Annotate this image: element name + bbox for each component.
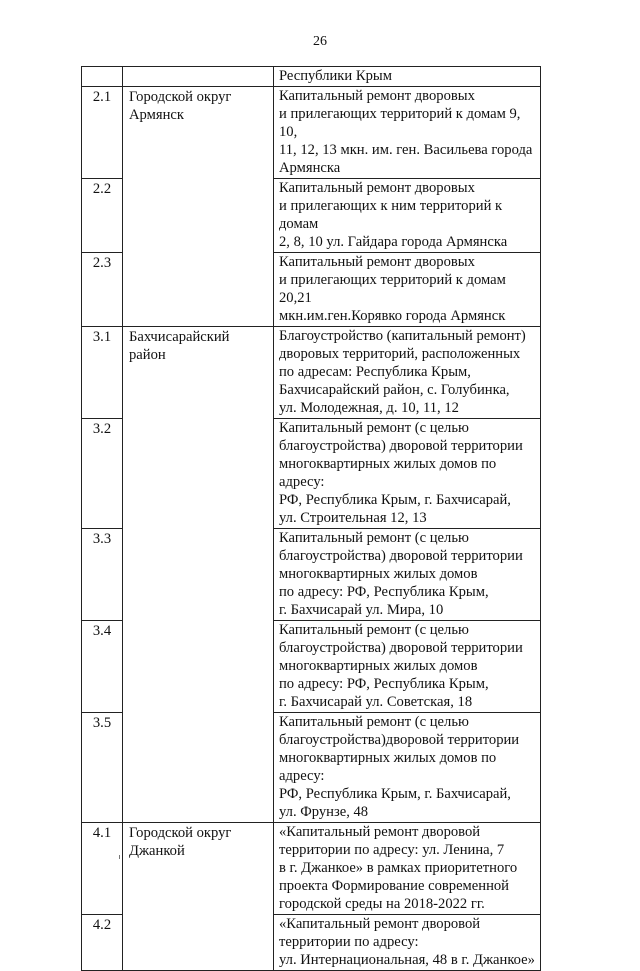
work-description-cell bbox=[274, 87, 541, 179]
work-description-cell bbox=[274, 621, 541, 713]
work-description: Капитальный ремонт (с целью благоустройства) дворовой территории многоквартирных жилых домов по адресу: РФ, Республика Крым, г. Бахчисарай, ул. Строительная 12, 13 bbox=[279, 420, 523, 526]
row-number: 4.2 bbox=[92, 917, 112, 933]
row-number-cell bbox=[82, 327, 123, 419]
work-description-cell bbox=[274, 327, 541, 419]
row-number-cell bbox=[82, 621, 123, 713]
district-name: Бахчисарайский район bbox=[129, 329, 230, 363]
district-cell bbox=[123, 823, 274, 971]
district-cell bbox=[123, 67, 274, 87]
work-description: «Капитальный ремонт дворовой территории по адресу: ул. Интернациональная, 48 в г. Джанкое» bbox=[279, 916, 535, 968]
district-name bbox=[123, 67, 273, 68]
work-description-cell bbox=[274, 179, 541, 253]
work-description: Капитальный ремонт дворовых и прилегающих к ним территорий к домам 2, 8, 10 ул. Гайдара города Армянска bbox=[279, 180, 508, 250]
work-description-cell bbox=[274, 419, 541, 529]
row-number: 3.2 bbox=[92, 421, 112, 437]
row-number: 2.1 bbox=[92, 89, 112, 105]
objects-table bbox=[81, 66, 541, 971]
row-number: 3.1 bbox=[92, 329, 112, 345]
scan-artifact bbox=[119, 855, 120, 859]
row-number: 2.3 bbox=[92, 255, 112, 271]
work-description: Капитальный ремонт дворовых и прилегающих территорий к домам 9, 10, 11, 12, 13 мкн. им. ген. Васильева города Армянска bbox=[279, 88, 533, 176]
work-description-cell bbox=[274, 915, 541, 971]
row-number-cell bbox=[82, 529, 123, 621]
work-description: Республики Крым bbox=[279, 68, 392, 84]
district-cell bbox=[123, 327, 274, 823]
row-number-cell bbox=[82, 179, 123, 253]
row-number-cell bbox=[82, 419, 123, 529]
row-number: 3.4 bbox=[92, 623, 112, 639]
table-row bbox=[82, 327, 541, 419]
work-description: Капитальный ремонт (с целью благоустройства)дворовой территории многоквартирных жилых домов по адресу: РФ, Республика Крым, г. Бахчисарай, ул. Фрунзе, 48 bbox=[279, 714, 520, 820]
row-number bbox=[82, 67, 122, 68]
row-number-cell bbox=[82, 253, 123, 327]
work-description-cell bbox=[274, 67, 541, 87]
row-number: 2.2 bbox=[92, 181, 112, 197]
work-description-cell bbox=[274, 713, 541, 823]
work-description-cell bbox=[274, 529, 541, 621]
table-row bbox=[82, 67, 541, 87]
page-number: 26 bbox=[313, 34, 327, 49]
row-number: 3.3 bbox=[92, 531, 112, 547]
work-description: Капитальный ремонт (с целью благоустройства) дворовой территории многоквартирных жилых домов по адресу: РФ, Республика Крым, г. Бахчисарай ул. Мира, 10 bbox=[279, 530, 523, 618]
work-description: Капитальный ремонт дворовых и прилегающих территорий к домам 20,21 мкн.им.ген.Корявко города Армянск bbox=[279, 254, 506, 324]
table-row bbox=[82, 87, 541, 179]
work-description: Капитальный ремонт (с целью благоустройства) дворовой территории многоквартирных жилых домов по адресу: РФ, Республика Крым, г. Бахчисарай ул. Советская, 18 bbox=[279, 622, 523, 710]
district-name: Городской округ Армянск bbox=[129, 89, 232, 123]
work-description: «Капитальный ремонт дворовой территории по адресу: ул. Ленина, 7 в г. Джанкое» в рамках приоритетного проекта Формирование современной городской среды на 2018-2022 гг. bbox=[279, 824, 518, 912]
row-number-cell bbox=[82, 713, 123, 823]
district-name: Городской округ Джанкой bbox=[129, 825, 232, 859]
row-number-cell bbox=[82, 823, 123, 915]
work-description-cell bbox=[274, 823, 541, 915]
row-number: 3.5 bbox=[92, 715, 112, 731]
table-row bbox=[82, 823, 541, 915]
work-description: Благоустройство (капитальный ремонт) дворовых территорий, расположенных по адресам: Республика Крым, Бахчисарайский район, с. Голубинка, ул. Молодежная, д. 10, 11, 12 bbox=[279, 328, 526, 416]
table-body bbox=[82, 67, 541, 971]
row-number: 4.1 bbox=[92, 825, 112, 841]
work-description-cell bbox=[274, 253, 541, 327]
row-number-cell bbox=[82, 87, 123, 179]
row-number-cell bbox=[82, 67, 123, 87]
district-cell bbox=[123, 87, 274, 327]
row-number-cell bbox=[82, 915, 123, 971]
